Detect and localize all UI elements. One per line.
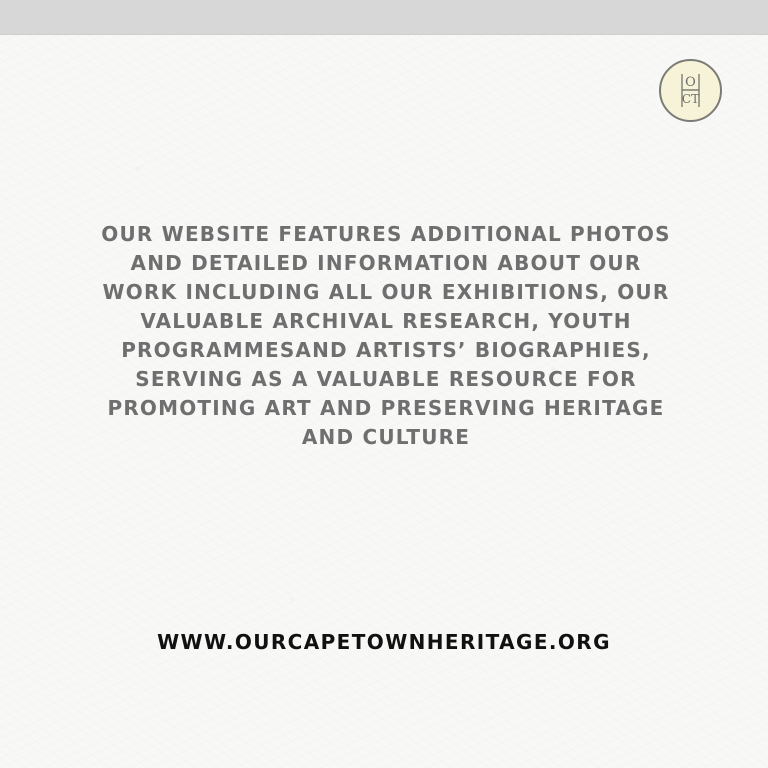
heritage-logo-mark: [661, 61, 720, 120]
website-description: [86, 220, 686, 452]
description-line-4: VALUABLE ARCHIVAL RESEARCH, YOUTH: [140, 309, 632, 333]
logo-top-letters: O: [685, 75, 696, 90]
website-url[interactable]: WWW.OURCAPETOWNHERITAGE.ORG: [157, 630, 611, 654]
description-line-8: AND CULTURE: [301, 425, 471, 449]
description-line-3: WORK INCLUDING ALL OUR EXHIBITIONS, OUR: [102, 280, 670, 304]
description-line-6: SERVING AS A VALUABLE RESOURCE FOR: [135, 367, 637, 391]
logo-bottom-letters: CT: [681, 92, 700, 106]
top-bar: [0, 0, 768, 35]
description-line-7: PROMOTING ART AND PRESERVING HERITAGE: [107, 396, 665, 420]
description-line-1: OUR WEBSITE FEATURES ADDITIONAL PHOTOS: [101, 222, 671, 246]
description-line-2: AND DETAILED INFORMATION ABOUT OUR: [130, 251, 642, 275]
description-line-5: PROGRAMMESAND ARTISTS’ BIOGRAPHIES,: [121, 338, 651, 362]
heritage-logo: [659, 59, 722, 122]
